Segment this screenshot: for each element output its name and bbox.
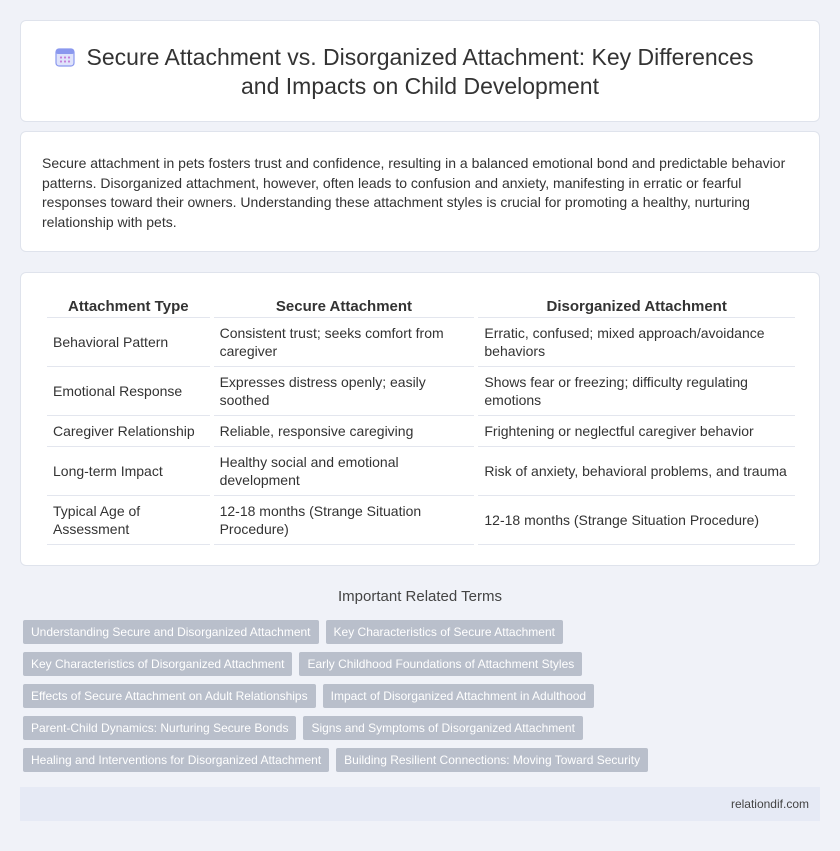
comparison-table [43,297,799,545]
related-term-tag[interactable]: Signs and Symptoms of Disorganized Attachment [303,716,582,740]
table-row [47,447,795,496]
table-cell: 12-18 months (Strange Situation Procedure) [478,496,795,545]
table-header-row [47,297,795,318]
related-term-tag[interactable]: Key Characteristics of Disorganized Attachment [23,652,292,676]
comparison-card [20,272,820,566]
table-row [47,318,795,367]
title-line-1: Secure Attachment vs. Disorganized Attachment: Key Differences [86,44,754,70]
related-term-tag[interactable]: Parent-Child Dynamics: Nurturing Secure Bonds [23,716,296,740]
related-term-tag[interactable]: Key Characteristics of Secure Attachment [326,620,563,644]
related-term-tag[interactable]: Building Resilient Connections: Moving Toward Security [336,748,648,772]
header-attachment-type: Attachment Type [47,297,210,318]
related-term-tag[interactable]: Effects of Secure Attachment on Adult Relationships [23,684,316,708]
page-title [21,43,819,101]
table-row [47,416,795,447]
table-cell: Shows fear or freezing; difficulty regulating emotions [478,367,795,416]
table-cell: Erratic, confused; mixed approach/avoidance behaviors [478,318,795,367]
table-cell: Long-term Impact [47,447,210,496]
table-cell: Risk of anxiety, behavioral problems, and trauma [478,447,795,496]
table-cell: Consistent trust; seeks comfort from caregiver [214,318,475,367]
related-term-tag[interactable]: Understanding Secure and Disorganized Attachment [23,620,319,644]
related-terms-list [23,620,663,780]
table-row [47,496,795,545]
table-cell: Expresses distress openly; easily soothed [214,367,475,416]
header-disorganized: Disorganized Attachment [478,297,795,318]
site-name[interactable]: relationdif.com [730,797,809,811]
table-cell: Behavioral Pattern [47,318,210,367]
table-cell: Healthy social and emotional development [214,447,475,496]
title-line-2: and Impacts on Child Development [241,73,599,99]
table-cell: 12-18 months (Strange Situation Procedure) [214,496,475,545]
related-term-tag[interactable]: Impact of Disorganized Attachment in Adulthood [323,684,595,708]
related-term-tag[interactable]: Healing and Interventions for Disorganized Attachment [23,748,329,772]
table-cell: Emotional Response [47,367,210,416]
related-term-tag[interactable]: Early Childhood Foundations of Attachment Styles [299,652,582,676]
header-card [20,20,820,122]
table-cell: Caregiver Relationship [47,416,210,447]
table-cell: Reliable, responsive caregiving [214,416,475,447]
header-secure: Secure Attachment [214,297,475,318]
table-cell: Typical Age of Assessment [47,496,210,545]
intro-paragraph: Secure attachment in pets fosters trust and confidence, resulting in a balanced emotional bond and predictable behavior patterns. Disorganized attachment, however, often leads to confusion and anxiety, manifesting in erratic or fearful responses toward their owners. Understanding these attachment styles is crucial for promoting a healthy, nurturing relationship with pets. [42,155,786,230]
intro-card [20,131,820,252]
table-row [47,367,795,416]
table-cell: Frightening or neglectful caregiver behavior [478,416,795,447]
related-terms-title: Important Related Terms [338,588,502,605]
footer [20,787,820,821]
